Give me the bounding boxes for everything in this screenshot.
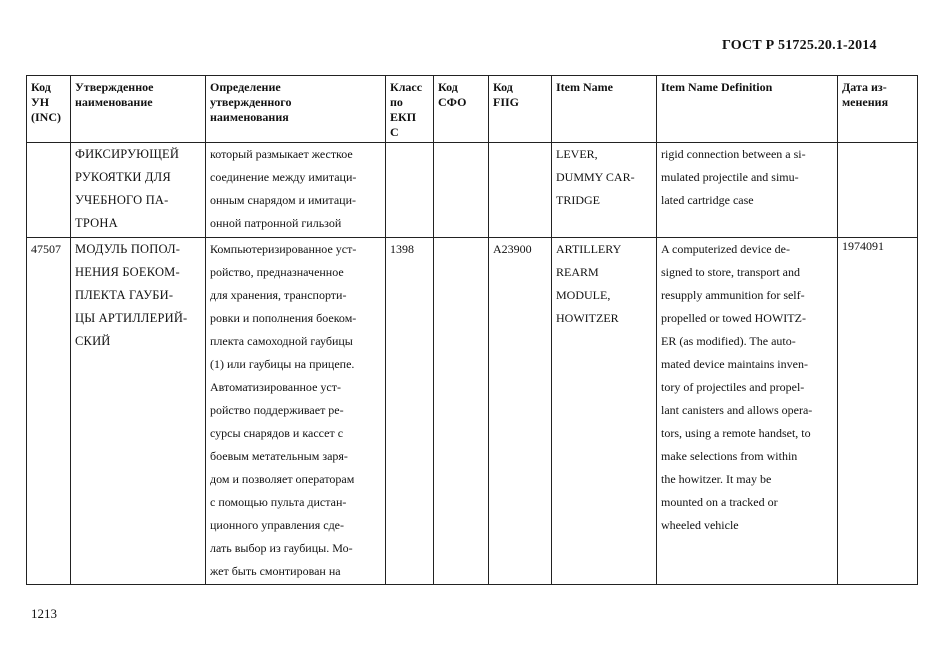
fiig-cell — [489, 143, 552, 238]
approved-name-cell: ФИКСИРУЮЩЕЙ РУКОЯТКИ ДЛЯ УЧЕБНОГО ПА- ТРОНА — [71, 143, 206, 238]
header-class: Класс по ЕКП С — [386, 76, 434, 143]
document-standard-header: ГОСТ Р 51725.20.1-2014 — [722, 38, 877, 53]
table-header-row — [27, 76, 918, 143]
change-date-cell — [838, 143, 918, 238]
header-change-date: Дата из- менения — [838, 76, 918, 143]
header-inc: Код УН (INC) — [27, 76, 71, 143]
page-number: 1213 — [31, 606, 57, 621]
header-item-name: Item Name — [552, 76, 657, 143]
header-approved-name: Утвержденное наименование — [71, 76, 206, 143]
table-row — [27, 143, 918, 238]
definition-cell: который размыкает жесткое соединение между имитаци- онным снарядом и имитаци- онной патронной гильзой — [206, 143, 386, 238]
sfo-cell — [434, 143, 489, 238]
class-cell: 1398 — [386, 238, 434, 585]
item-definition-cell: rigid connection between a si- mulated projectile and simu- lated cartridge case — [657, 143, 838, 238]
item-name-cell: ARTILLERY REARM MODULE, HOWITZER — [552, 238, 657, 585]
header-name-definition: Определение утвержденного наименования — [206, 76, 386, 143]
nomenclature-table — [26, 75, 918, 585]
class-cell — [386, 143, 434, 238]
sfo-cell — [434, 238, 489, 585]
item-name-cell: LEVER, DUMMY CAR- TRIDGE — [552, 143, 657, 238]
inc-cell — [27, 143, 71, 238]
table-row — [27, 238, 918, 585]
definition-cell: Компьютеризированное уст- ройство, предназначенное для хранения, транспорти- ровки и пополнения боеком- плекта самоходной гаубицы (1) или гаубицы на прицепе. Автоматизированное уст- ройство поддерживает ре- сурсы снарядов и кассет с боевым метательным заря- дом и позволяет операторам с помощью пульта дистан- ционного управления сде- лать выбор из гаубицы. Мо- жет быть смонтирован на — [206, 238, 386, 585]
change-date-cell: 1974091 — [838, 238, 918, 585]
approved-name-cell: МОДУЛЬ ПОПОЛ- НЕНИЯ БОЕКОМ- ПЛЕКТА ГАУБИ- ЦЫ АРТИЛЛЕРИЙ- СКИЙ — [71, 238, 206, 585]
header-sfo: Код СФО — [434, 76, 489, 143]
fiig-cell: A23900 — [489, 238, 552, 585]
header-item-name-definition: Item Name Definition — [657, 76, 838, 143]
inc-cell: 47507 — [27, 238, 71, 585]
header-fiig: Код FIIG — [489, 76, 552, 143]
item-definition-cell: A computerized device de- signed to store, transport and resupply ammunition for self- propelled or towed HOWITZ- ER (as modified). The auto- mated device maintains inven- tory of projectiles and propel- lant canisters and allows opera- tors, using a remote handset, to make selections from within the howitzer. It may be mounted on a tracked or wheeled vehicle — [657, 238, 838, 585]
